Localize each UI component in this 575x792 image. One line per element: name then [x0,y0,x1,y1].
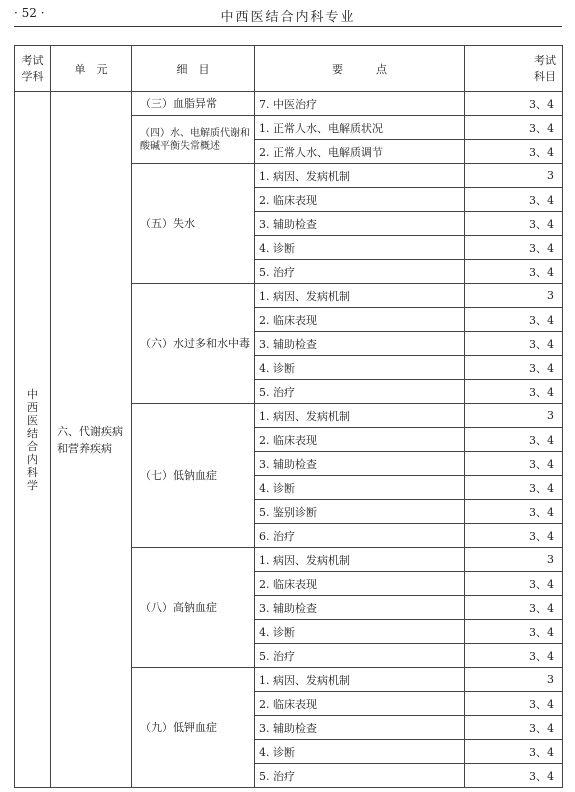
point-cell: 5. 治疗 [255,260,465,284]
item-cell: （七）低钠血症 [132,404,255,548]
point-cell: 2. 正常人水、电解质调节 [255,140,465,164]
item-cell: （三）血脂异常 [132,92,255,116]
level-cell: 3、4 [465,260,563,284]
column-header-points: 要 点 [255,46,465,92]
level-cell: 3、4 [465,620,563,644]
point-cell: 4. 诊断 [255,740,465,764]
level-cell: 3、4 [465,308,563,332]
level-cell: 3、4 [465,332,563,356]
subject-cell [15,92,51,788]
unit-cell: 六、代谢疾病和营养疾病 [51,92,132,788]
point-cell: 2. 临床表现 [255,188,465,212]
level-cell: 3、4 [465,764,563,788]
level-cell: 3、4 [465,740,563,764]
point-cell: 2. 临床表现 [255,572,465,596]
item-cell: （五）失水 [132,164,255,284]
level-cell: 3、4 [465,188,563,212]
point-cell: 3. 辅助检查 [255,332,465,356]
level-cell: 3 [465,668,563,692]
point-cell: 7. 中医治疗 [255,92,465,116]
point-cell: 4. 诊断 [255,356,465,380]
item-cell: （四）水、电解质代谢和酸碱平衡失常概述 [132,116,255,164]
level-cell: 3、4 [465,140,563,164]
point-cell: 5. 鉴别诊断 [255,500,465,524]
point-cell: 2. 临床表现 [255,428,465,452]
item-cell: （六）水过多和水中毒 [132,284,255,404]
point-cell: 3. 辅助检查 [255,452,465,476]
level-cell: 3 [465,164,563,188]
level-cell: 3、4 [465,476,563,500]
table-body [15,92,563,788]
column-header-subject: 考试学科 [15,46,51,92]
page-number: · 52 · [14,6,45,20]
point-cell: 1. 病因、发病机制 [255,668,465,692]
syllabus-table [14,45,563,788]
level-cell: 3、4 [465,236,563,260]
level-cell: 3、4 [465,596,563,620]
point-cell: 3. 辅助检查 [255,212,465,236]
level-cell: 3、4 [465,572,563,596]
level-cell: 3、4 [465,212,563,236]
level-cell: 3、4 [465,692,563,716]
point-cell: 6. 治疗 [255,524,465,548]
page-title: 中西医结合内科专业 [220,10,356,25]
header-rule [14,26,562,27]
level-cell: 3 [465,548,563,572]
point-cell: 1. 病因、发病机制 [255,548,465,572]
level-cell: 3 [465,284,563,308]
level-cell: 3、4 [465,716,563,740]
level-cell: 3、4 [465,428,563,452]
level-cell: 3、4 [465,116,563,140]
column-header-level: 考试科目 [465,46,563,92]
table-row [15,92,563,116]
level-cell: 3 [465,404,563,428]
point-cell: 1. 正常人水、电解质状况 [255,116,465,140]
point-cell: 5. 治疗 [255,380,465,404]
level-cell: 3、4 [465,452,563,476]
level-cell: 3、4 [465,524,563,548]
point-cell: 1. 病因、发病机制 [255,284,465,308]
level-cell: 3、4 [465,356,563,380]
subject-label: 中西医结合内科学 [27,387,38,492]
page-header [14,4,562,26]
point-cell: 2. 临床表现 [255,308,465,332]
point-cell: 5. 治疗 [255,644,465,668]
point-cell: 5. 治疗 [255,764,465,788]
level-cell: 3、4 [465,644,563,668]
column-header-unit: 单 元 [51,46,132,92]
point-cell: 3. 辅助检查 [255,596,465,620]
column-header-item: 细 目 [132,46,255,92]
level-cell: 3、4 [465,92,563,116]
point-cell: 4. 诊断 [255,476,465,500]
point-cell: 4. 诊断 [255,236,465,260]
point-cell: 1. 病因、发病机制 [255,404,465,428]
item-cell: （九）低钾血症 [132,668,255,788]
point-cell: 3. 辅助检查 [255,716,465,740]
point-cell: 4. 诊断 [255,620,465,644]
item-cell: （八）高钠血症 [132,548,255,668]
table-header-row [15,46,563,92]
point-cell: 1. 病因、发病机制 [255,164,465,188]
level-cell: 3、4 [465,500,563,524]
level-cell: 3、4 [465,380,563,404]
point-cell: 2. 临床表现 [255,692,465,716]
